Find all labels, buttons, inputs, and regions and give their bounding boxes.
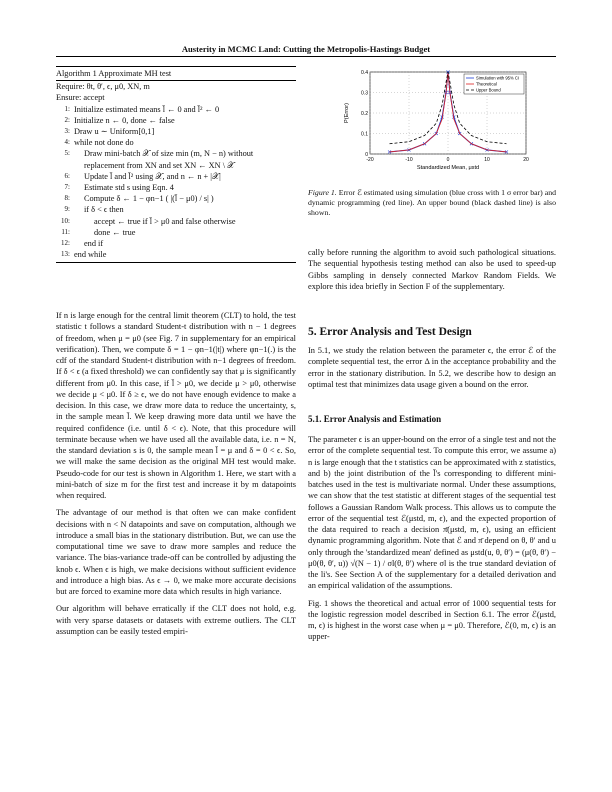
algorithm-line <box>56 171 296 182</box>
section-title: 5. Error Analysis and Test Design <box>308 326 472 338</box>
algorithm-line-number: 9: <box>64 205 70 214</box>
algorithm-line-text: Initialize estimated means l̄ ← 0 and l̄² ← 0 <box>74 104 220 114</box>
algorithm-line-text: Initialize n ← 0, done ← false <box>74 115 175 125</box>
x-tick-label: 10 <box>484 157 490 163</box>
legend-entry: Theoretical <box>476 81 497 87</box>
algorithm-line <box>56 104 296 115</box>
algorithm-line <box>56 193 296 204</box>
algorithm-title: Algorithm 1 Approximate MH test <box>56 69 172 78</box>
left-column <box>56 310 296 643</box>
y-tick-label: 0.1 <box>361 131 368 138</box>
algorithm-line-text: Estimate std s using Eqn. 4 <box>84 183 174 193</box>
algorithm-line <box>56 238 296 249</box>
algorithm-line-text: accept ← true if l̄ > μ0 and false otherwise <box>94 216 236 226</box>
algorithm-line <box>56 227 296 238</box>
algorithm-line-text: Draw u ∼ Uniform[0,1] <box>74 127 155 137</box>
algorithm-line-number: 6: <box>64 171 70 180</box>
algorithm-line-text: end if <box>84 239 104 249</box>
algorithm-line-text: replacement from XN and set XN ← XN \ 𝒳 <box>84 160 235 170</box>
algorithm-line <box>56 148 296 159</box>
algorithm-line <box>56 137 296 148</box>
figure-caption-label: Figure 1. <box>308 188 337 197</box>
algorithm-line-number: 3: <box>64 127 70 136</box>
section-intro <box>308 345 556 396</box>
error-figure <box>340 66 536 176</box>
algorithm-line <box>56 126 296 137</box>
paragraph: Our algorithm will behave erratically if the CLT does not hold, e.g. with very sparse datasets or datasets with extreme outliers. The CLT assumption can be easily tested empiri- <box>56 604 296 636</box>
algorithm-line-number: 1: <box>64 104 70 113</box>
algorithm-line <box>56 204 296 215</box>
algorithm-line-text: done ← true <box>94 227 136 237</box>
figure-caption <box>308 188 556 219</box>
legend-entry: Simulation with 95% CI <box>476 75 520 81</box>
running-title: Austerity in MCMC Land: Cutting the Metropolis-Hastings Budget <box>181 44 431 54</box>
algorithm-line-text: while not done do <box>74 138 134 148</box>
algorithm-line-number: 13: <box>61 250 70 259</box>
algorithm-line-number: 8: <box>64 194 70 203</box>
y-axis-label: P(Error) <box>344 103 350 123</box>
header-rule <box>56 56 556 57</box>
paragraph: The parameter ϵ is an upper-bound on the error of a single test and not the error of the complete sequential test. To compute this error, we assume a) n is large enough that the t statistics can be approximated with z statistics, and b) the joint distribution of the l̄'s corresponding to different mini-batches used in the test is multivariate normal. Under these assumptions, we can show that the test statistic at different stages of the sequential test follows a Gaussian Random Walk process. This allows us to compute the error of the sequential test ℰ(μstd, m, ϵ), and the expected proportion of the data required to reach a decision π̄(μstd, m, ϵ), using an efficient dynamic programming algorithm. Note that ℰ and π̄ depend on θ, θ′ and u only through the 'standardized mean' defined as μstd(u, θ, θ′) = (μ(θ, θ′) − μ0(θ, θ′, u)) √(N − 1) / σl(θ, θ′) where σl is the true standard deviation of the li's. See Section A of the supplementary for a detailed derivation and an empirical validation of the assumptions. <box>308 435 556 591</box>
algorithm-line-number <box>56 160 74 171</box>
x-tick-label: -20 <box>366 157 374 163</box>
algorithm-line <box>56 249 296 260</box>
subsection-title: 5.1. Error Analysis and Estimation <box>308 414 442 424</box>
x-tick-label: -10 <box>405 157 413 163</box>
algorithm-line-number: 2: <box>64 115 70 124</box>
algorithm-line-number: 7: <box>64 183 70 192</box>
x-axis-label: Standardized Mean, μstd <box>416 165 480 171</box>
figure-caption-text: Error ℰ estimated using simulation (blue cross with 1 σ error bar) and dynamic programming (red line). An upper bound (black dashed line) is also shown. <box>308 188 556 218</box>
right-column-top <box>308 247 556 298</box>
algorithm-line-text: Update l̄ and l̄² using 𝒳, and n ← n + |𝒳| <box>84 171 221 181</box>
algorithm-line <box>56 160 296 171</box>
paragraph: If n is large enough for the central limit theorem (CLT) to hold, the test statistic t follows a standard Student-t distribution with n − 1 degrees of freedom, when μ = μ0 (see Fig. 7 in supplementary for an empirical verification). Then, we compute δ = 1 − φn−1(|t|) where φn−1(.) is the cdf of the standard Student-t distribution with n−1 degrees of freedom. If δ < ϵ (a fixed threshold) we can confidently say that μ is significantly different from μ0. In this case, if l̄ > μ0, we decide μ > μ0, otherwise we decide μ < μ0. If δ ≥ ϵ, we do not have enough evidence to make a decision. In this case, we draw more data to reduce the uncertainty, s, in the sample mean l̄. We keep drawing more data until we have the required confidence (i.e. until δ < ϵ). Note, that this procedure will terminate because when we have used all the available data, i.e. n = N, the standard deviation s is 0, the sample mean l̄ = μ and δ = 0 < ϵ. So, we will make the same decision as the original MH test would make. Pseudo-code for our test is shown in Algorithm 1. Here, we start with a mini-batch of size m for the first test and increase it by m datapoints when required. <box>56 311 296 500</box>
algorithm-line-number: 4: <box>64 138 70 147</box>
algorithm-line <box>56 115 296 126</box>
algorithm-line-number: 10: <box>61 216 70 225</box>
algorithm-line <box>56 182 296 193</box>
paragraph: In 5.1, we study the relation between the parameter ϵ, the error ℰ of the complete sequential test, the error Δ in the acceptance probability and the error in the stationary distribution. In 5.2, we describe how to design an optimal test that minimizes data usage given a bound on the error. <box>308 346 556 389</box>
y-tick-label: 0.2 <box>361 110 368 117</box>
paragraph: The advantage of our method is that often we can make confident decisions with n < N datapoints and save on computation, although we introduce a small bias in the stationary distribution. But, we can use the computational time we save to draw more samples and reduce the variance. The bias-variance trade-off can be controlled by adjusting the knob ϵ. When ϵ is high, we make decisions without sufficient evidence and introduce a high bias. As ϵ → 0, we make more accurate decisions but are forced to examine more data which results in high variance. <box>56 508 296 596</box>
algorithm-line-text: if δ < ϵ then <box>84 205 124 215</box>
subsection-body <box>308 434 556 649</box>
paragraph: cally before running the algorithm to avoid such pathological situations. The sequential hypothesis testing method can also be used to speed-up Gibbs sampling in densely connected Markov Random Fields. We explore this idea briefly in Section F of the supplementary. <box>308 248 556 291</box>
algorithm-box <box>56 66 296 263</box>
algorithm-line-text: Compute δ ← 1 − φn−1 ( |(l̄ − μ0) / s| ) <box>84 194 214 204</box>
algorithm-line-number: 12: <box>61 239 70 248</box>
y-tick-label: 0 <box>365 151 368 158</box>
algorithm-line <box>56 216 296 227</box>
x-tick-label: 20 <box>523 157 529 163</box>
y-tick-label: 0.3 <box>361 90 368 97</box>
algorithm-ensure: Ensure: accept <box>56 93 105 103</box>
algorithm-line-text: end while <box>74 250 107 260</box>
x-tick-label: 0 <box>446 157 450 163</box>
algorithm-lines <box>56 104 296 261</box>
algorithm-line-number: 5: <box>64 149 70 158</box>
algorithm-require: Require: θt, θ′, ϵ, μ0, XN, m <box>56 82 150 92</box>
error-chart <box>340 66 536 176</box>
algorithm-line-number: 11: <box>61 227 70 236</box>
algorithm-line-text: Draw mini-batch 𝒳 of size min (m, N − n) without <box>84 149 254 159</box>
paragraph: Fig. 1 shows the theoretical and actual error of 1000 sequential tests for the logistic regression model described in Section 6.1. The error ℰ(μstd, m, ϵ) is highest in the worst case when μ = μ0. Therefore, ℰ(0, m, ϵ) is an upper- <box>308 598 556 642</box>
y-tick-label: 0.4 <box>361 69 368 76</box>
legend-entry: Upper Bound <box>476 87 501 93</box>
